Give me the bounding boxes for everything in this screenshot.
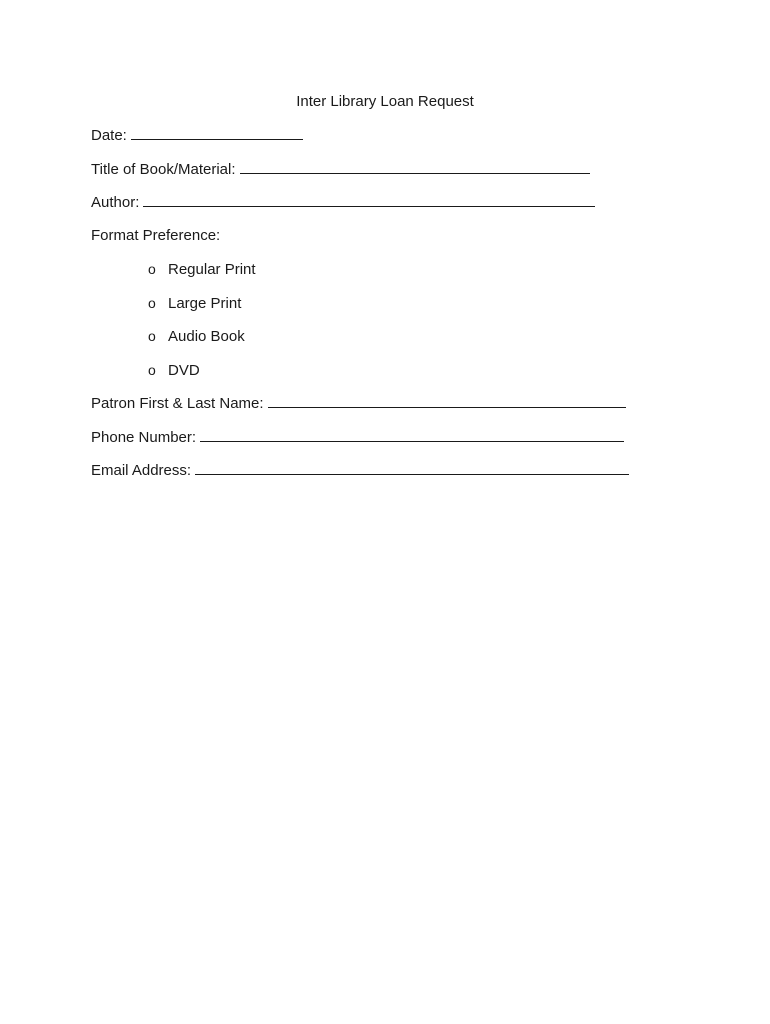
- date-label: Date:: [91, 127, 127, 144]
- phone-number-row: [91, 427, 624, 448]
- author-row: [91, 192, 595, 213]
- phone-number-label: Phone Number:: [91, 429, 197, 446]
- option-label: DVD: [168, 362, 200, 379]
- author-label: Author:: [91, 194, 140, 211]
- bullet-icon: o: [148, 295, 156, 311]
- format-preference-row: [91, 226, 220, 246]
- patron-name-blank[interactable]: [268, 393, 626, 408]
- option-large-print[interactable]: [148, 293, 241, 314]
- form-title: Inter Library Loan Request: [296, 93, 474, 110]
- bullet-icon: o: [148, 328, 156, 344]
- patron-name-label: Patron First & Last Name:: [91, 395, 264, 412]
- format-preference-label: Format Preference:: [91, 227, 221, 244]
- option-audio-book[interactable]: [148, 326, 245, 347]
- bullet-icon: o: [148, 261, 156, 277]
- option-label: Regular Print: [168, 261, 256, 278]
- option-label: Large Print: [168, 295, 242, 312]
- phone-number-blank[interactable]: [200, 427, 624, 442]
- email-address-label: Email Address:: [91, 462, 192, 479]
- option-label: Audio Book: [168, 328, 245, 345]
- bullet-icon: o: [148, 362, 156, 378]
- title-of-book-row: [91, 159, 590, 180]
- option-dvd[interactable]: [148, 360, 200, 381]
- date-row: [91, 125, 303, 146]
- title-of-book-blank[interactable]: [240, 159, 590, 174]
- date-blank[interactable]: [131, 125, 303, 140]
- patron-name-row: [91, 393, 626, 414]
- email-address-row: [91, 460, 629, 481]
- option-regular-print[interactable]: [148, 259, 256, 280]
- title-of-book-label: Title of Book/Material:: [91, 161, 236, 178]
- email-address-blank[interactable]: [195, 460, 629, 475]
- author-blank[interactable]: [143, 192, 595, 207]
